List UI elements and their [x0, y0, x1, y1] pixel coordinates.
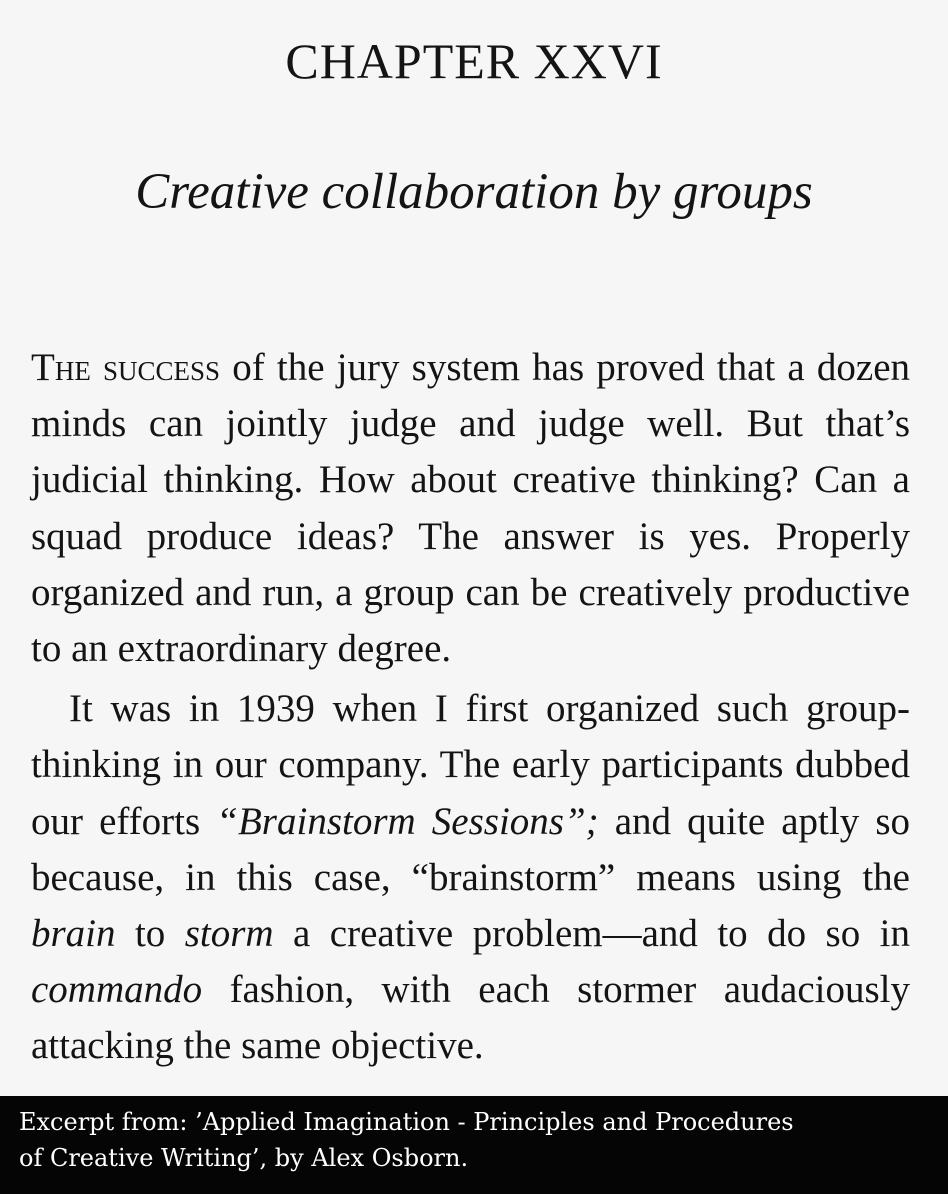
- paragraph-2-part-2: and quite aptly so because, in this case, “brainstorm” means using the: [31, 799, 911, 899]
- excerpt-caption: [0, 1096, 948, 1194]
- brainstorm-sessions-emphasis: “Brainstorm Sessions”;: [216, 799, 599, 843]
- chapter-heading: CHAPTER XXVI: [285, 33, 663, 89]
- paragraph-1-text: of the jury system has proved that a dozen minds can jointly judge and judge well. But that’s judicial thinking. How about creative thinking? Can a squad produce ideas? The answer is yes. Properly organized and run, a group can be creatively productive to an extraordinary degree.: [31, 346, 911, 671]
- small-caps-lead: The success: [31, 346, 221, 389]
- brain-emphasis: brain: [31, 912, 116, 956]
- paragraph-2-part-3: to: [134, 912, 166, 956]
- chapter-body: [31, 340, 910, 1075]
- paragraph-2-part-1: It was in 1939 when I first organized such groupthinking in our company. The early participants dubbed our efforts: [31, 687, 910, 843]
- paragraph-2-part-4: a creative problem—and to do so in: [293, 912, 910, 956]
- caption-line-1: Excerpt from: ’Applied Imagination - Principles and Procedures: [19, 1108, 794, 1136]
- paragraph-2: [31, 681, 910, 1074]
- chapter-subtitle: Creative collaboration by groups: [135, 164, 813, 220]
- caption-line-2: of Creative Writing’, by Alex Osborn.: [19, 1144, 469, 1172]
- commando-emphasis: commando: [31, 968, 203, 1012]
- storm-emphasis: storm: [184, 912, 274, 956]
- paragraph-2-part-5: fashion, with each stormer audaciously attacking the same objective.: [31, 968, 910, 1068]
- paragraph-1: [31, 340, 910, 677]
